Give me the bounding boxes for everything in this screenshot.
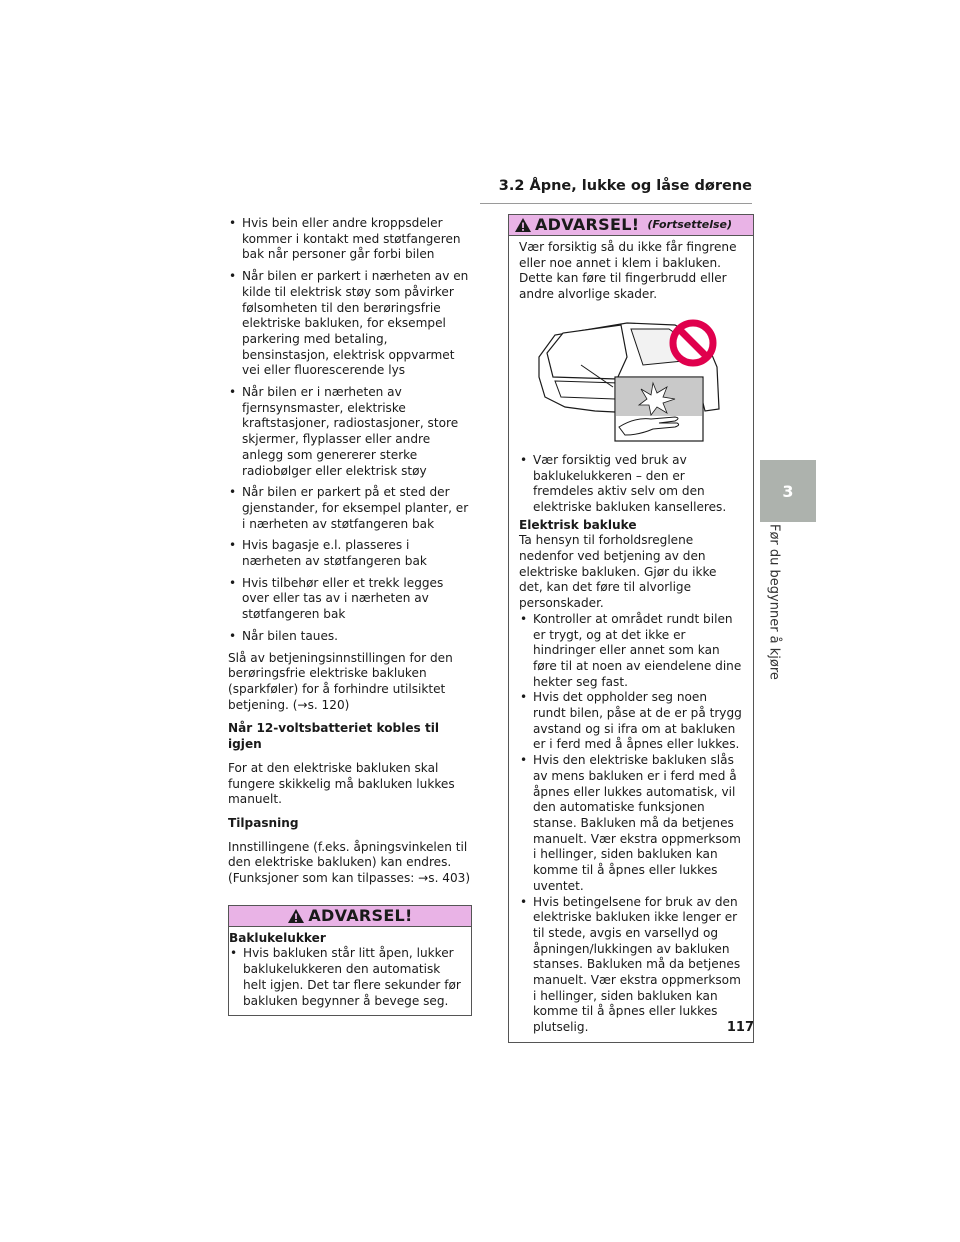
warning-title: ADVARSEL!: [308, 905, 413, 925]
chapter-number: 3: [782, 481, 794, 501]
chapter-tab: [760, 460, 816, 522]
warning-list: [229, 946, 461, 1009]
paragraph-customization: Innstillingene (f.eks. åpningsvinkelen til den elektriske bakluken) kan endres. (Funksjoner som kan tilpasses: →s. 403): [228, 839, 471, 886]
warning-header: [509, 215, 753, 236]
list-item: • Når bilen taues.: [229, 628, 339, 643]
list-item: • Vær forsiktig ved bruk av baklukelukkeren – den er fremdeles aktiv selv om den elektriske bakluken kanselleres.: [520, 452, 727, 514]
list-item: • Når bilen er i nærheten av fjernsynsmaster, elektriske kraftstasjoner, radiostasjoner, store skjermer, flyplasser eller andre anlegg som genererer sterke radiobølger eller elektrisk støy: [229, 385, 459, 478]
warning-body: [509, 236, 753, 1042]
warning-list-top: [519, 453, 743, 516]
warning-body: [229, 927, 471, 1016]
warning-box: [228, 905, 472, 1017]
prohibited-icon: [673, 323, 713, 363]
left-column: [228, 216, 472, 1016]
list-item: • Hvis bagasje e.l. plasseres i nærheten av støtfangeren bak: [229, 538, 427, 569]
pinch-warning-illustration: [535, 317, 721, 445]
warning-header: [229, 906, 471, 927]
warning-list-electric: [519, 612, 743, 1036]
warning-subheading: Baklukelukker: [229, 930, 326, 945]
warning-triangle-icon: [514, 217, 532, 233]
warning-intro: Vær forsiktig så du ikke får fingrene eller noe annet i klem i bakluken. Dette kan føre til fingerbrudd eller andre alvorlige skader.: [519, 240, 737, 302]
list-item: • Kontroller at området rundt bilen er trygt, og at det ikke er hindringer eller annet som kan føre til at noen av eiendelene dine hekter seg fast.: [520, 611, 742, 689]
condition-list: [228, 216, 472, 645]
heading-customization: Tilpasning: [228, 815, 299, 830]
paragraph-electric-tailgate: Ta hensyn til forholdsreglene nedenfor ved betjening av den elektriske bakluken. Gjør du ikke det, kan det føre til alvorlige personskader.: [519, 533, 717, 611]
chapter-title-vertical: [760, 522, 788, 682]
warning-title: ADVARSEL!: [535, 215, 640, 235]
tailgate: [547, 325, 627, 379]
section-title: 3.2 Åpne, lukke og låse dørene: [498, 178, 752, 194]
paragraph-battery: For at den elektriske bakluken skal fungere skikkelig må bakluken lukkes manuelt.: [228, 760, 455, 807]
list-item: • Når bilen er parkert på et sted der gjenstander, for eksempel planter, er i nærheten av støtfangeren bak: [229, 485, 469, 531]
list-item: • Når bilen er parkert i nærheten av en kilde til elektrisk støy som påvirker følsomheten til den berøringsfrie elektriske bakluken, for eksempel parkering med betaling, bensinstasjon, elektrisk oppvarmet vei eller fluorescerende lys: [229, 269, 469, 378]
list-item: • Hvis tilbehør eller et trekk legges over eller tas av i nærheten av støtfangeren bak: [229, 575, 444, 622]
running-header: [480, 176, 752, 208]
list-item: • Hvis betingelsene for bruk av den elektriske bakluken ikke lenger er til stede, avgis en varsellyd og åpningen/lukkingen av bakluken stanses. Bakluken må da betjenes manuelt. Vær ekstra oppmerksom i hellinger, siden bakluken kan komme til å åpnes eller lukkes plutselig.: [520, 894, 741, 1035]
warning-triangle-icon: [287, 908, 305, 924]
rear-panel: [555, 381, 619, 399]
warning-box-continued: [508, 214, 754, 1043]
heading-electric-tailgate: Elektrisk bakluke: [519, 517, 637, 532]
page-number: 117: [726, 1020, 754, 1035]
heading-battery: Når 12-voltsbatteriet kobles til igjen: [228, 721, 440, 752]
paragraph-turn-off: Slå av betjeningsinnstillingen for den berøringsfrie elektriske bakluken (sparkføler) for å forhindre utilsiktet betjening. (→s. 120): [228, 650, 453, 712]
list-item: • Hvis bein eller andre kroppsdeler kommer i kontakt med støtfangeren bak når personer går forbi bilen: [229, 216, 461, 262]
list-item: • Hvis den elektriske bakluken slås av mens bakluken er i ferd med å åpnes eller lukkes automatisk, vil den automatiske funksjonen stanse. Bakluken må da betjenes manuelt. Vær ekstra oppmerksom i hellinger, siden bakluken kan komme til å åpnes eller lukkes uventet.: [520, 753, 741, 893]
list-item: • Hvis bakluken står litt åpen, lukker baklukelukkeren den automatisk helt igjen. Det tar flere sekunder før bakluken begynner å bevege seg.: [230, 946, 461, 1008]
header-rule: [480, 203, 752, 204]
right-column: [508, 214, 754, 1043]
list-item: • Hvis det oppholder seg noen rundt bilen, påse at de er på trygg avstand og si ifra om at bakluken er i ferd med å åpnes eller lukkes.: [520, 690, 742, 752]
warning-continued-label: (Fortsettelse): [647, 218, 733, 232]
chapter-title: Før du begynner å kjøre: [766, 524, 782, 680]
